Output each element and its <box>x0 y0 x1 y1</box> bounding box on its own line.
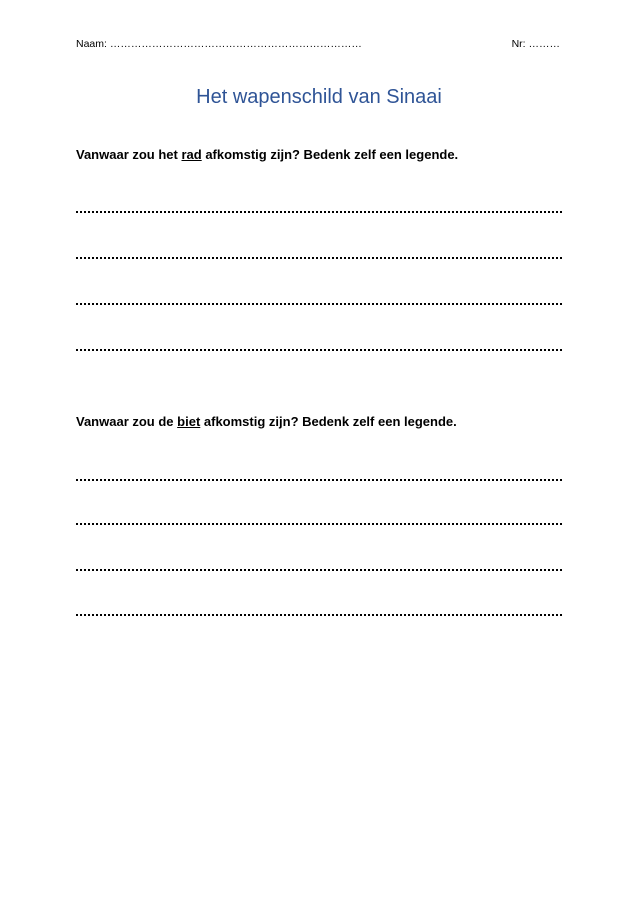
answer-line <box>76 257 562 259</box>
answer-line <box>76 349 562 351</box>
answer-line <box>76 211 562 213</box>
question-2 <box>76 414 457 429</box>
answer-line <box>76 523 562 525</box>
answer-line <box>76 303 562 305</box>
question-1-keyword: rad <box>181 147 202 162</box>
page-header <box>76 38 560 54</box>
question-1 <box>76 147 458 162</box>
answer-line <box>76 614 562 616</box>
question-2-keyword: biet <box>177 414 201 429</box>
question-2-text-after: afkomstig zijn? Bedenk zelf een legende. <box>200 414 457 429</box>
answer-line <box>76 569 562 571</box>
question-1-text-before: Vanwaar zou het <box>76 147 182 162</box>
answer-line <box>76 479 562 481</box>
question-1-text-after: afkomstig zijn? Bedenk zelf een legende. <box>201 147 459 162</box>
number-field: Nr: ……… <box>511 38 560 50</box>
question-2-text-before: Vanwaar zou de <box>76 414 178 429</box>
name-field: Naam: ……………………………………………………………… <box>76 38 362 50</box>
page-title: Het wapenschild van Sinaai <box>196 86 442 108</box>
